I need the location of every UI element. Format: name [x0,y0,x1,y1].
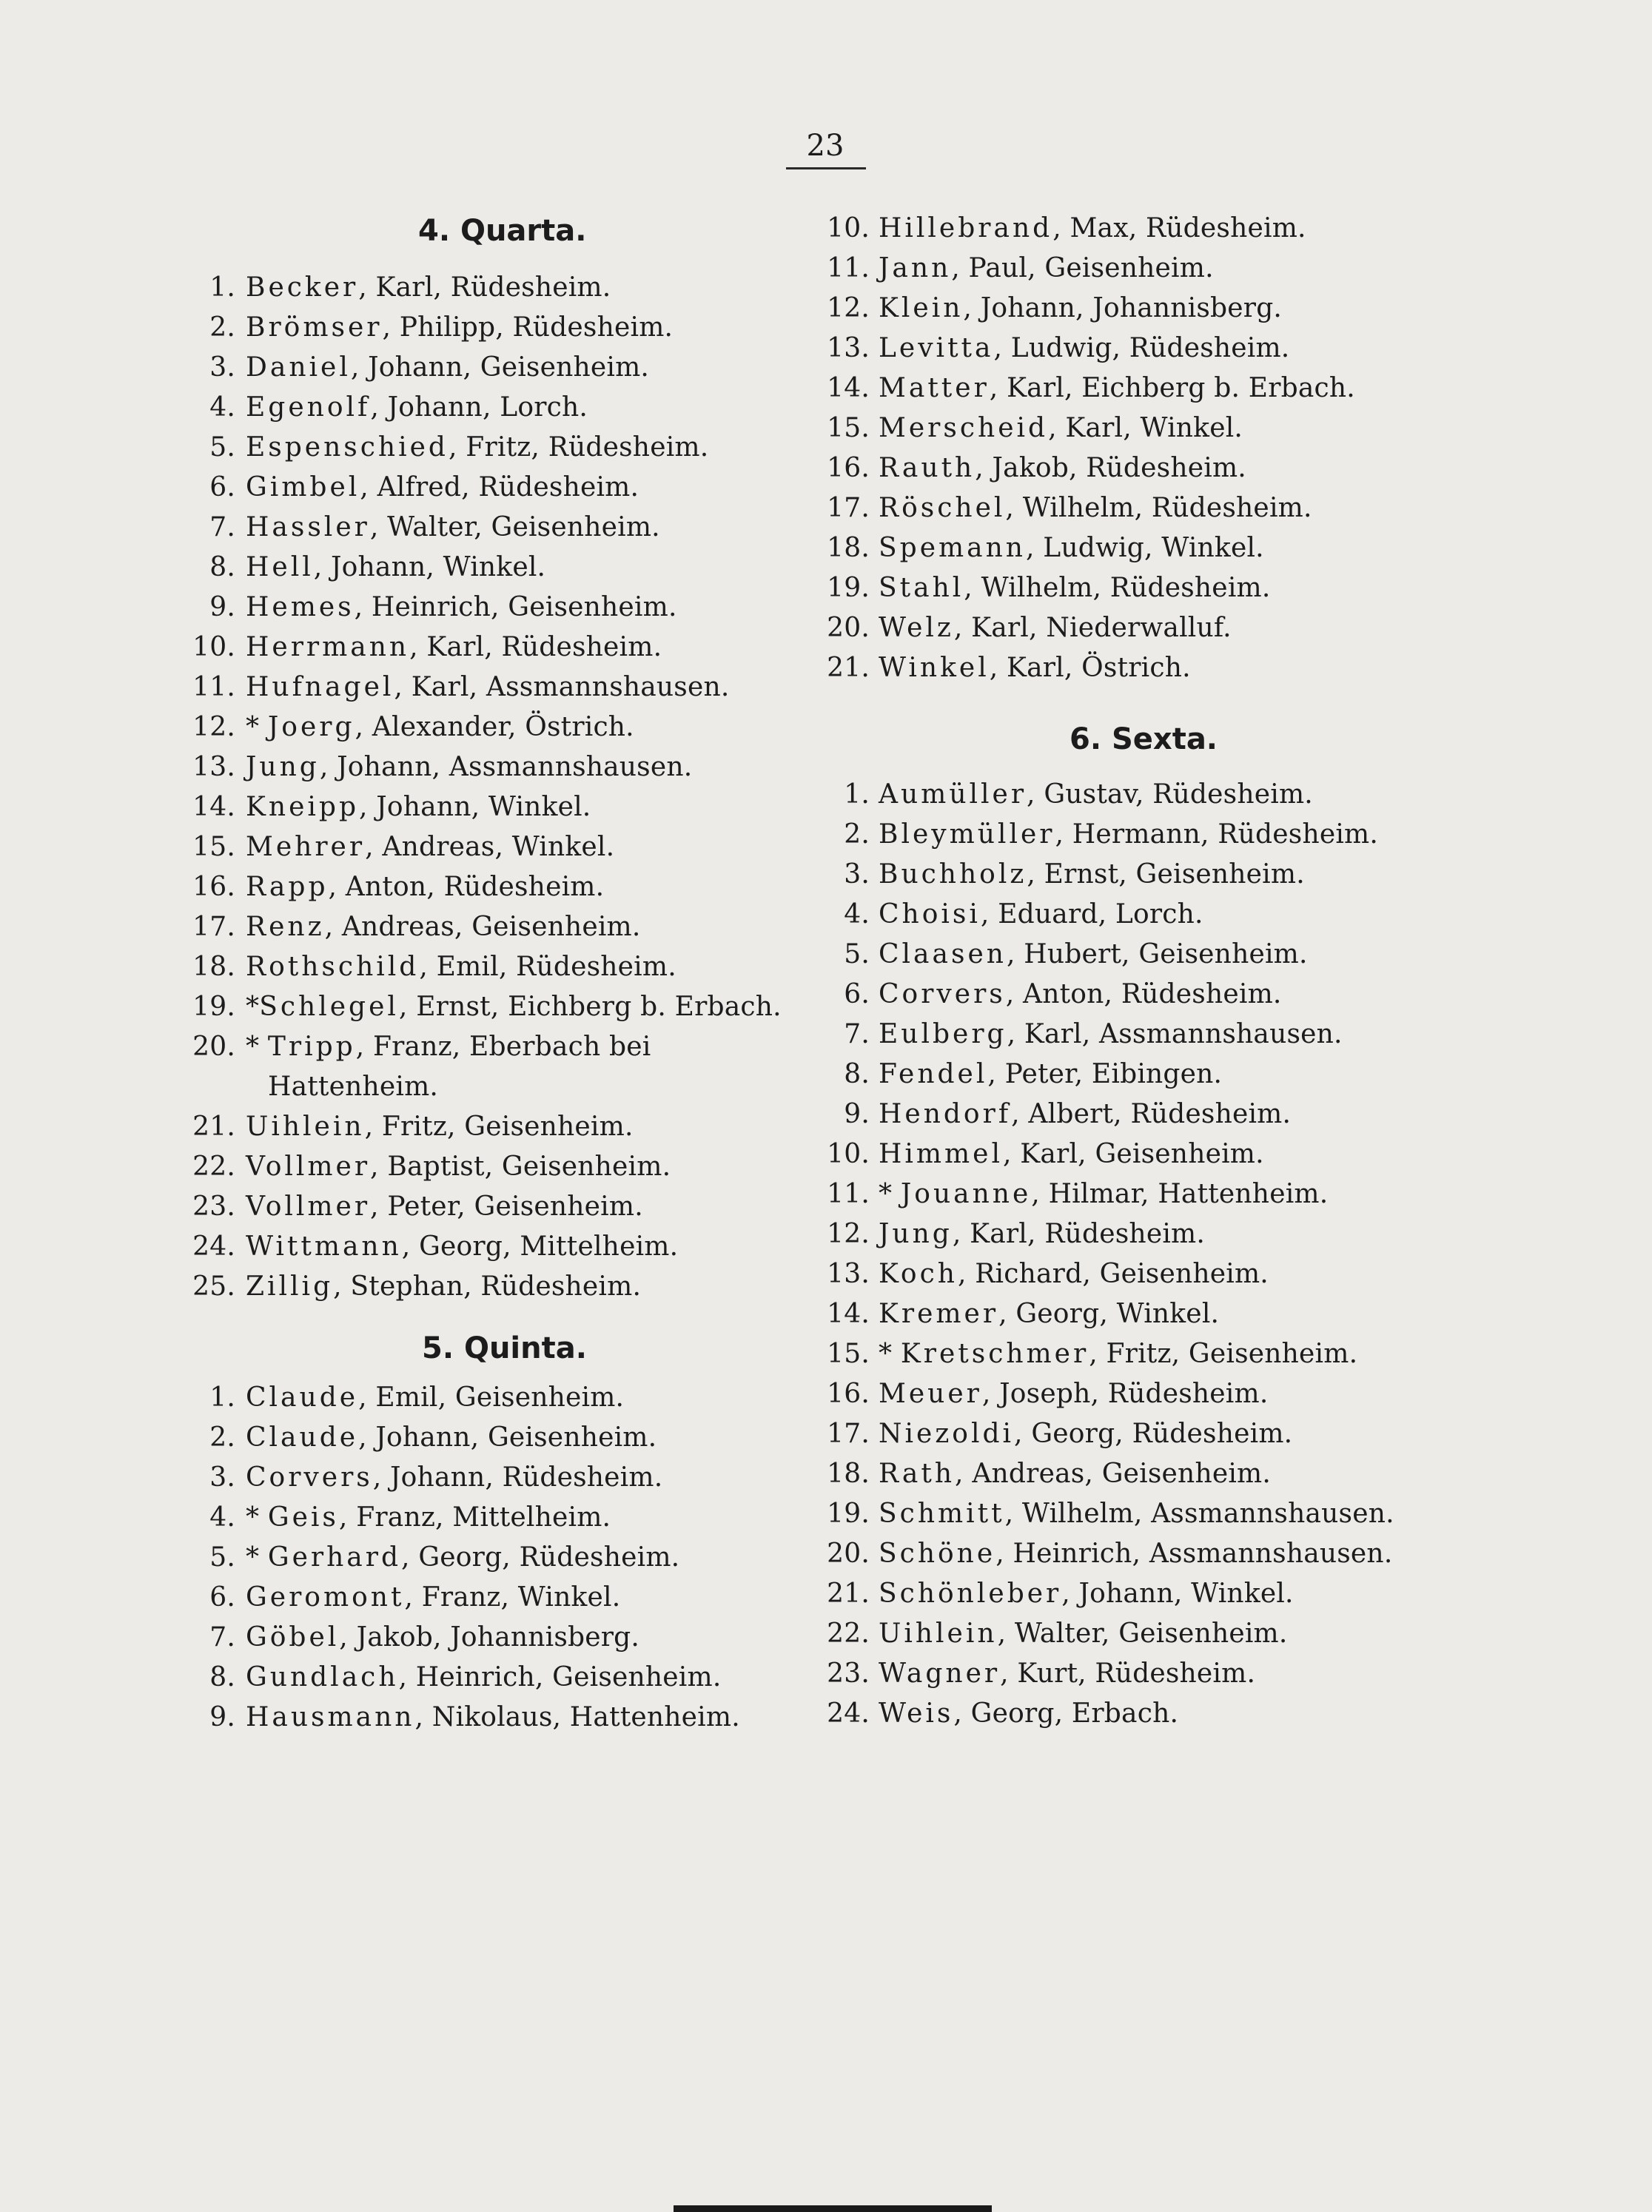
surname: Jouanne [900,1179,1032,1209]
item-text [246,588,677,628]
page-number: 23 [806,129,845,163]
item-text [879,1294,1219,1334]
given-name-and-place: , Richard, Geisenheim. [957,1259,1269,1289]
surname: Welz [879,613,954,643]
surname: Claasen [879,939,1007,969]
given-name-and-place: , Karl, Rüdesheim. [952,1219,1206,1249]
surname: Göbel [246,1622,340,1653]
given-name-and-place: , Georg, Rüdesheim. [1014,1419,1293,1449]
given-name-and-place: , Jakob, Rüdesheim. [975,453,1246,483]
item-text [246,1658,721,1698]
item-text [879,1654,1255,1694]
item-number: 16. [827,1379,870,1409]
given-name-and-place: , Georg, Rüdesheim. [401,1542,680,1573]
item-text [879,975,1282,1015]
given-name-and-place: , Johann, Assmannshausen. [319,752,693,782]
item-number: 6. [209,1582,235,1613]
item-text [246,1498,611,1538]
surname: Mehrer [246,832,366,862]
item-text [879,1374,1268,1414]
surname: Matter [879,373,990,403]
surname: Merscheid [879,413,1049,443]
given-name-and-place: , Ludwig, Rüdesheim. [993,333,1290,363]
item-text [246,787,591,827]
item-number: 9. [209,592,235,622]
item-number: 2. [844,819,870,850]
item-text [246,747,692,787]
item-number: 17. [827,493,870,523]
given-name-and-place: , Peter, Eibingen. [987,1059,1223,1089]
item-number: 5. [209,1542,235,1573]
item-text [246,1458,662,1498]
given-name-and-place: , Baptist, Geisenheim. [370,1152,671,1182]
item-text [246,1418,657,1458]
given-name-and-place: , Johann, Lorch. [370,392,588,423]
given-name-and-place: , Karl, Assmannshausen. [1007,1019,1343,1049]
item-text [246,548,545,588]
given-name-and-place: , Fritz, Geisenheim. [364,1112,634,1142]
surname: Tripp [267,1032,356,1062]
surname: Stahl [879,573,964,603]
item-number: 20. [827,1539,870,1569]
surname: Weis [879,1698,954,1729]
item-text [879,1694,1178,1734]
item-number: 16. [192,872,235,902]
surname: Claude [246,1422,359,1453]
given-name-and-place: , Ernst, Eichberg b. Erbach. [398,992,782,1022]
given-name-and-place: , Heinrich, Geisenheim. [354,592,677,622]
surname: Uihlein [879,1618,998,1649]
given-name-and-place: , Andreas, Geisenheim. [324,912,641,942]
item-text [246,867,604,907]
item-text [246,1698,740,1738]
given-name-and-place: , Alfred, Rüdesheim. [360,472,639,502]
item-text [246,947,676,987]
given-name-and-place: , Fritz, Geisenheim. [1089,1339,1358,1369]
surname: Hausmann [246,1702,415,1732]
item-number: 7. [209,1622,235,1653]
given-name-and-place: , Franz, Mittelheim. [338,1502,611,1533]
item-number: 17. [827,1419,870,1449]
surname: Koch [879,1259,958,1289]
given-name-and-place: , Karl, Östrich. [989,653,1191,683]
given-name-and-place: , Wilhelm, Assmannshausen. [1004,1499,1394,1529]
given-name-and-place: , Johann, Geisenheim. [358,1422,657,1453]
item-text [879,1214,1205,1254]
given-name-and-place: , Fritz, Rüdesheim. [448,432,709,463]
item-number: 14. [192,792,235,822]
given-name-and-place: , Karl, Assmannshausen. [394,672,730,702]
item-number: 4. [209,392,235,423]
item-number: 7. [209,512,235,542]
item-number: 16. [827,453,870,483]
item-number: 21. [827,1579,870,1609]
item-number: 10. [827,213,870,243]
given-name-and-place: , Georg, Winkel. [998,1299,1220,1329]
item-text [879,1414,1292,1454]
item-number: 10. [827,1139,870,1169]
surname: Rath [879,1459,956,1489]
item-number: 15. [192,832,235,862]
given-name-and-place: , Wilhelm, Rüdesheim. [964,573,1271,603]
item-number: 20. [827,613,870,643]
item-text [246,1378,624,1418]
given-name-and-place: , Albert, Rüdesheim. [1011,1099,1292,1129]
given-name-and-place: , Anton, Rüdesheim. [1005,979,1282,1009]
given-name-and-place: , Andreas, Winkel. [365,832,615,862]
surname: Hufnagel [246,672,394,702]
surname: Gimbel [246,472,360,502]
item-text [879,289,1282,329]
given-name-and-place: , Karl, Winkel. [1048,413,1243,443]
surname: Bleymüller [879,819,1055,850]
item-text [246,1187,643,1227]
item-text [246,628,662,668]
item-text [246,1107,634,1147]
item-number: 3. [844,859,870,890]
surname: Claude [246,1382,359,1413]
item-number: 23. [192,1191,235,1222]
item-number: 5. [209,432,235,463]
given-name-and-place: , Stephan, Rüdesheim. [333,1271,642,1302]
surname: Röschel [879,493,1006,523]
item-text [879,1454,1271,1494]
item-number: 6. [844,979,870,1009]
item-number: 8. [209,552,235,582]
given-name-and-place: , Georg, Erbach. [953,1698,1179,1729]
item-text [246,1618,639,1658]
given-name-and-place: , Karl, Rüdesheim. [409,632,662,662]
item-text [879,1494,1394,1534]
item-text [246,827,614,867]
item-text [246,1578,620,1618]
given-name-and-place: , Wilhelm, Rüdesheim. [1005,493,1312,523]
given-name-and-place: , Paul, Geisenheim. [951,253,1214,283]
surname: Wittmann [246,1231,402,1262]
item-text [879,568,1271,608]
item-text [246,1267,641,1307]
given-name-and-place: , Karl, Rüdesheim. [358,272,611,303]
item-number: 2. [209,312,235,343]
surname: Fendel [879,1059,988,1089]
item-number: 3. [209,1462,235,1493]
section-heading: 4. Quarta. [418,214,587,248]
item-text [246,1147,671,1187]
given-name-and-place: , Peter, Geisenheim. [370,1191,643,1222]
surname: Egenolf [246,392,371,423]
surname: Rauth [879,453,976,483]
item-number: 11. [827,253,870,283]
surname: Schönleber [879,1579,1062,1609]
item-number: 14. [827,373,870,403]
asterisk-mark: * [246,712,268,742]
given-name-and-place: , Georg, Mittelheim. [401,1231,679,1262]
surname: Levitta [879,333,994,363]
surname: Zillig [246,1271,334,1302]
given-name-and-place: , Ludwig, Winkel. [1025,533,1264,563]
surname: Winkel [879,653,990,683]
asterisk-mark: * [246,1542,268,1573]
surname: Becker [246,272,359,303]
surname: Rothschild [246,952,420,982]
surname: Schlegel [259,992,399,1022]
asterisk-mark: * [246,1032,268,1062]
given-name-and-place: , Johann, Rüdesheim. [372,1462,663,1493]
surname: Joerg [267,712,355,742]
given-name-and-place: , Johann, Geisenheim. [350,352,650,383]
item-number: 3. [209,352,235,383]
given-name-and-place: , Kurt, Rüdesheim. [1000,1658,1256,1689]
item-number: 12. [827,293,870,323]
item-number: 21. [192,1112,235,1142]
item-number: 18. [827,1459,870,1489]
item-number: 11. [827,1179,870,1209]
item-number: 19. [827,573,870,603]
surname: Hemes [246,592,355,622]
item-text [879,1174,1328,1214]
item-text [879,409,1243,448]
item-number: 10. [192,632,235,662]
item-text [879,1015,1343,1055]
given-name-and-place: , Eduard, Lorch. [980,899,1203,929]
item-number: 4. [844,899,870,929]
item-text [246,468,639,508]
surname: Uihlein [246,1112,365,1142]
item-text [879,209,1306,249]
given-name-and-place: , Heinrich, Geisenheim. [398,1662,722,1692]
item-text [879,488,1312,528]
item-text [879,815,1378,855]
surname: Choisi [879,899,981,929]
surname: Spemann [879,533,1026,563]
item-text [246,1027,651,1067]
item-number: 15. [827,413,870,443]
given-name-and-place: , Emil, Geisenheim. [358,1382,625,1413]
item-number: 17. [192,912,235,942]
item-number: 13. [827,333,870,363]
item-text [879,775,1313,815]
surname: Espenschied [246,432,449,463]
item-text [879,895,1203,935]
surname: Jann [879,253,952,283]
item-text [879,855,1305,895]
item-text [246,508,660,548]
item-number: 13. [827,1259,870,1289]
asterisk-mark: * [879,1179,901,1209]
item-number: 22. [192,1152,235,1182]
given-name-and-place: , Joseph, Rüdesheim. [981,1379,1269,1409]
item-number: 19. [192,992,235,1022]
item-text [879,608,1232,648]
surname: Geromont [246,1582,405,1613]
item-text [879,1574,1294,1614]
given-name-and-place: , Anton, Rüdesheim. [328,872,605,902]
surname: Jung [879,1219,953,1249]
item-text [246,668,730,707]
given-name-and-place: , Nikolaus, Hattenheim. [414,1702,740,1732]
surname: Renz [246,912,325,942]
item-text [246,268,611,308]
continuation-text: Hattenheim. [268,1072,439,1102]
item-number: 5. [844,939,870,969]
item-text [879,528,1264,568]
surname: Himmel [879,1139,1003,1169]
given-name-and-place: , Johann, Winkel. [359,792,591,822]
item-text [879,1534,1392,1574]
item-text [879,369,1355,409]
given-name-and-place: , Franz, Eberbach bei [355,1032,651,1062]
item-number: 2. [209,1422,235,1453]
given-name-and-place: , Karl, Niederwalluf. [953,613,1232,643]
surname: Rapp [246,872,329,902]
item-text [879,329,1289,369]
given-name-and-place: , Walter, Geisenheim. [369,512,660,542]
item-text [246,348,649,388]
surname: Jung [246,752,320,782]
item-text [246,388,588,428]
surname: Geis [267,1502,339,1533]
surname: Vollmer [246,1152,371,1182]
surname: Hell [246,552,314,582]
item-number: 8. [209,1662,235,1692]
item-text [879,448,1246,488]
item-text [879,648,1191,688]
given-name-and-place: , Johann, Johannisberg. [963,293,1283,323]
given-name-and-place: , Gustav, Rüdesheim. [1027,779,1313,810]
asterisk-mark: * [246,1502,268,1533]
surname: Kremer [879,1299,999,1329]
item-text [879,935,1308,975]
given-name-and-place: , Heinrich, Assmannshausen. [995,1539,1393,1569]
item-number: 21. [827,653,870,683]
item-number: 12. [827,1219,870,1249]
item-number: 9. [844,1099,870,1129]
surname: Gundlach [246,1662,399,1692]
item-text [246,987,782,1027]
surname: Hendorf [879,1099,1012,1129]
item-number: 22. [827,1618,870,1649]
item-number: 4. [209,1502,235,1533]
surname: Kneipp [246,792,359,822]
surname: Corvers [879,979,1006,1009]
given-name-and-place: , Hermann, Rüdesheim. [1055,819,1379,850]
item-number: 14. [827,1299,870,1329]
item-number: 13. [192,752,235,782]
item-number: 24. [192,1231,235,1262]
given-name-and-place: , Max, Rüdesheim. [1052,213,1306,243]
item-number: 12. [192,712,235,742]
item-text [879,1614,1288,1654]
item-number: 1. [844,779,870,810]
item-number: 25. [192,1271,235,1302]
item-text [246,707,634,747]
item-text [246,907,641,947]
item-text [246,308,673,348]
given-name-and-place: , Andreas, Geisenheim. [955,1459,1272,1489]
item-number: 20. [192,1032,235,1062]
item-number: 18. [827,533,870,563]
surname: Gerhard [267,1542,402,1573]
surname: Aumüller [879,779,1027,810]
given-name-and-place: , Jakob, Johannisberg. [339,1622,640,1653]
given-name-and-place: , Ernst, Geisenheim. [1027,859,1305,890]
surname: Hillebrand [879,213,1053,243]
given-name-and-place: , Walter, Geisenheim. [997,1618,1288,1649]
given-name-and-place: , Philipp, Rüdesheim. [382,312,674,343]
surname: Hassler [246,512,370,542]
page-number-rule [786,167,866,169]
section-heading: 6. Sexta. [1070,722,1218,756]
item-number: 19. [827,1499,870,1529]
item-number: 15. [827,1339,870,1369]
item-number: 7. [844,1019,870,1049]
surname: Corvers [246,1462,373,1493]
surname: Meuer [879,1379,982,1409]
item-number: 8. [844,1059,870,1089]
item-number: 1. [209,1382,235,1413]
item-text [879,249,1214,289]
surname: Daniel [246,352,351,383]
item-text [879,1334,1357,1374]
given-name-and-place: , Karl, Geisenheim. [1003,1139,1264,1169]
item-text [246,1227,678,1267]
item-number: 11. [192,672,235,702]
item-number: 9. [209,1702,235,1732]
given-name-and-place: , Karl, Eichberg b. Erbach. [989,373,1355,403]
surname: Schmitt [879,1499,1005,1529]
surname: Klein [879,293,964,323]
surname: Schöne [879,1539,996,1569]
item-text [246,428,708,468]
item-number: 18. [192,952,235,982]
surname: Buchholz [879,859,1027,890]
item-text [246,1538,679,1578]
surname: Kretschmer [900,1339,1089,1369]
given-name-and-place: , Franz, Winkel. [404,1582,621,1613]
given-name-and-place: , Hilmar, Hattenheim. [1031,1179,1329,1209]
item-text [879,1254,1269,1294]
given-name-and-place: , Johann, Winkel. [313,552,546,582]
given-name-and-place: , Johann, Winkel. [1061,1579,1294,1609]
surname: Vollmer [246,1191,371,1222]
item-number: 1. [209,272,235,303]
section-heading: 5. Quinta. [422,1331,587,1365]
asterisk-mark: * [246,992,260,1022]
item-number: 24. [827,1698,870,1729]
surname: Brömser [246,312,383,343]
closing-rule [674,2205,992,2212]
item-text [879,1095,1291,1134]
item-text [879,1134,1264,1174]
asterisk-mark: * [879,1339,901,1369]
given-name-and-place: , Alexander, Östrich. [355,712,634,742]
item-number: 6. [209,472,235,502]
given-name-and-place: , Hubert, Geisenheim. [1006,939,1308,969]
given-name-and-place: , Emil, Rüdesheim. [419,952,676,982]
item-number: 23. [827,1658,870,1689]
surname: Wagner [879,1658,1001,1689]
surname: Niezoldi [879,1419,1015,1449]
item-text [879,1055,1222,1095]
surname: Eulberg [879,1019,1007,1049]
surname: Herrmann [246,632,410,662]
